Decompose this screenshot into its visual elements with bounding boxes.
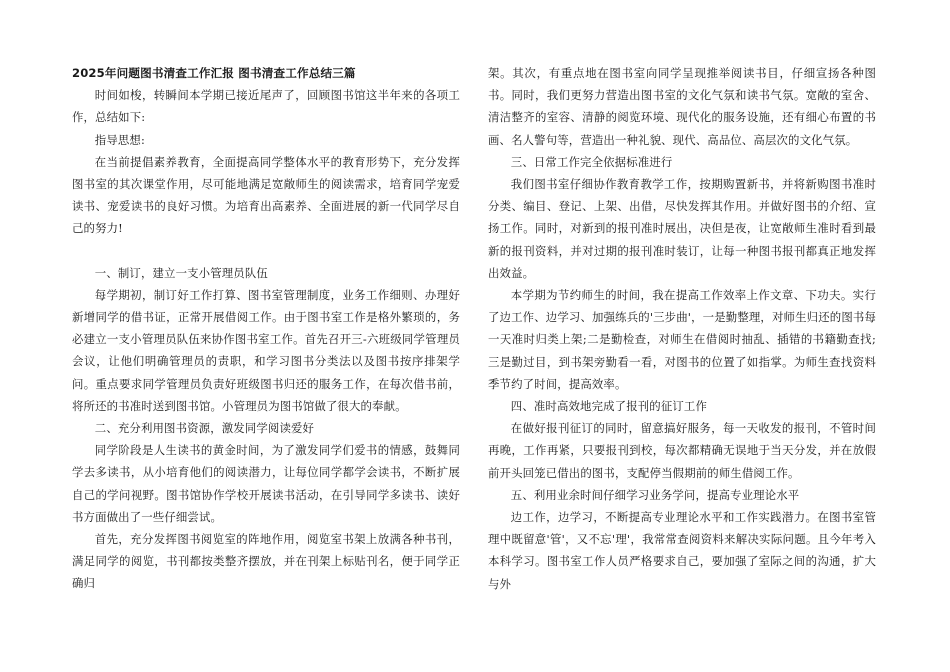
section-heading: 指导思想: (94, 132, 145, 147)
right-column (488, 62, 876, 595)
section-heading: 一、制订，建立一支小管理员队伍 (94, 265, 268, 280)
paragraph: 在当前提倡素养教育，全面提高同学整体水平的教育形势下，充分发挥图书室的其次课堂作用，尽可能地满足宽敞师生的阅读需求，培育同学宠爱读书、宠爱读书的良好习惯。为培育出高素养、全面进展的新一代同学尽自己的努力! (72, 154, 460, 236)
paragraph: 同学阶段是人生读书的黄金时间，为了激发同学们爱书的情感，鼓舞同学去多读书，从小培育他们的阅读潜力，让每位同学都学会读书，不断扩展自己的学问视野。图书馆协作学校开展读书活动，在引导同学多读书、读好书方面做出了一些仔细尝试。 (72, 443, 460, 524)
paragraph: 架。其次，有重点地在图书室向同学呈现推举阅读书目，仔细宣扬各种图书。同时，我们更努力营造出图书室的文化气氛和读书气氛。宽敞的室舍、清洁整齐的室容、清静的阅览环境、现代化的服务设施，还有细心布置的书画、名人警句等，营造出一种礼貌、现代、高品位、高层次的文化气氛。 (488, 66, 876, 147)
left-column (72, 62, 460, 595)
paragraph: 时间如梭，转瞬间本学期已接近尾声了，回顾图书馆这半年来的各项工作，总结如下: (72, 88, 460, 125)
paragraph: 每学期初，制订好工作打算、图书室管理制度，业务工作细则、办理好新增同学的借书证，正常开展借阅工作。由于图书室工作是格外繁琐的，务必建立一支小管理员队伍来协作图书室工作。首先召开三-六班级同学管理员会议，让他们明确管理员的责职，和学习图书分类法以及图书按序排架学问。重点要求同学管理员负责好班级图书归还的服务工作，在每次借书前，将所还的书准时送到图书馆。小管理员为图书馆做了很大的奉献。 (72, 287, 460, 413)
section-heading: 三、日常工作完全依据标准进行 (510, 154, 673, 169)
section-heading: 二、充分利用图书资源，激发同学阅读爱好 (94, 421, 315, 436)
section-heading: 五、利用业余时间仔细学习业务学问，提高专业理论水平 (510, 487, 800, 502)
paragraph: 边工作，边学习，不断提高专业理论水平和工作实践潜力。在图书室管理中既留意'管'，又不忘'理'，我常常查阅资料来解决实际问题。且今年考入本科学习。图书室工作人员严格要求自己，要加强了室际之间的沟通，扩大与外 (488, 510, 876, 591)
paragraph: 本学期为节约师生的时间，我在提高工作效率上作文章、下功夫。实行了边工作、边学习、加强练兵的'三步曲'，一是勤整理，对师生归还的图书每一天准时归类上架;二是勤检查，对师生在借阅时抽乱、插错的书籍勤查找;三是勤过目，到书架旁勤看一看，对图书的位置了如指掌。为师生查找资料季节约了时间，提高效率。 (488, 288, 876, 391)
paragraph: 在做好报刊征订的同时，留意搞好服务，每一天收发的报刊，不管时间再晚，工作再紧，只要报刊到校，每次都精确无误地于当天分发，并在放假前开头回笼已借出的图书，支配停当假期前的师生借阅工作。 (488, 421, 876, 480)
section-heading: 四、准时高效地完成了报刊的征订工作 (510, 399, 707, 414)
document-title: 2025年问题图书清查工作汇报 图书清查工作总结三篇 (72, 66, 356, 80)
paragraph-gap (72, 240, 460, 262)
paragraph: 我们图书室仔细协作教育教学工作，按期购置新书，并将新购图书准时分类、编目、登记、上架、出借，尽快发挥其作用。并做好图书的介绍、宣扬工作。同时，对新到的报刊准时展出，决但是夜，让宽敞师生准时看到最新的报刊资料，并对过期的报刊准时装订，让每一种图书报刊都真正地发挥出效益。 (488, 177, 876, 280)
paragraph: 首先，充分发挥图书阅览室的阵地作用，阅览室书架上放满各种书刊，满足同学的阅览，书刊都按类整齐摆放，并在刊架上标贴刊名，便于同学正确归 (72, 532, 460, 591)
